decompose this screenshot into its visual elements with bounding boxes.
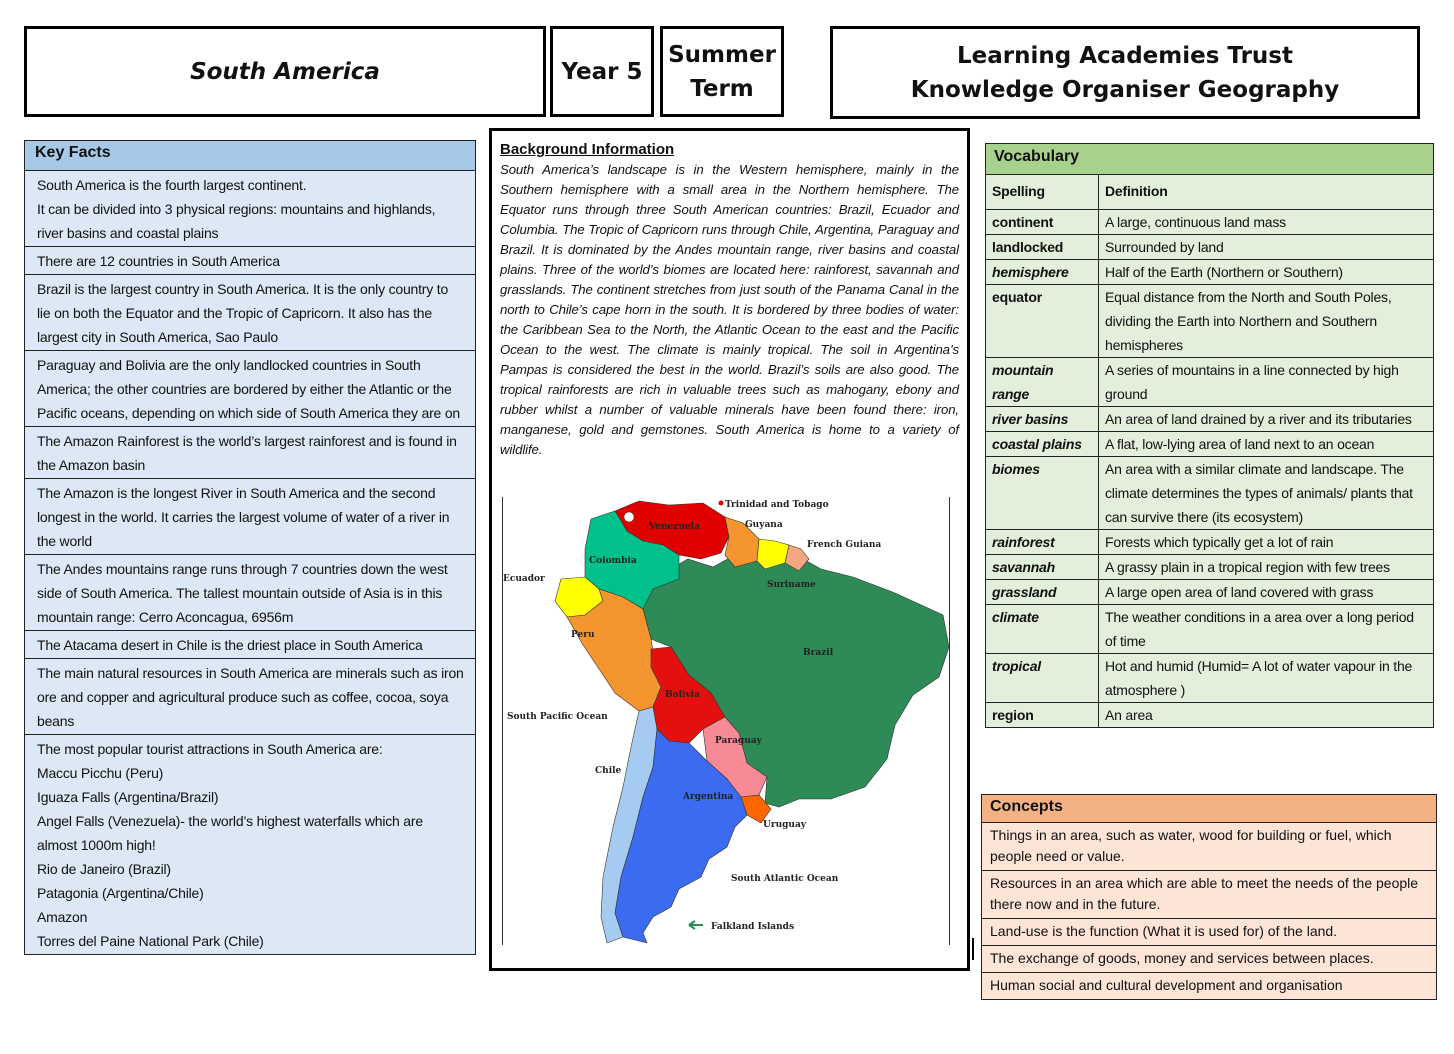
vocab-term: region (986, 703, 1099, 728)
vocab-def: A grassy plain in a tropical region with few trees (1099, 555, 1434, 580)
label-trinidad: Trinidad and Tobago (725, 500, 829, 510)
vocab-def: An area with a similar climate and landscape. The climate determines the types of animals/ plants that can survive there (its ecosystem) (1099, 457, 1434, 530)
vocab-row (986, 210, 1433, 235)
key-fact-row (25, 555, 475, 631)
vocab-term: climate (986, 605, 1099, 654)
concept-row: Resources in an area which are able to meet the needs of the people there now and in the future. (982, 871, 1436, 919)
label-guyana: Guyana (745, 520, 783, 530)
page-title (24, 26, 546, 117)
term-box (660, 26, 784, 117)
key-fact-text: Brazil is the largest country in South America. It is the only country to lie on both the Equator and the Tropic of Capricorn. It also has the largest city in South America, Sao Paulo (37, 281, 449, 345)
vocab-row (986, 580, 1433, 605)
term-line2: Term (690, 75, 754, 102)
key-fact-row (25, 631, 475, 659)
vocab-row (986, 605, 1433, 654)
vocab-row (986, 654, 1433, 703)
key-fact-row (25, 427, 475, 479)
vocab-term: hemisphere (986, 260, 1099, 285)
label-uruguay: Uruguay (763, 820, 807, 830)
key-facts-heading: Key Facts (25, 141, 475, 171)
background-heading: Background Information (500, 141, 675, 158)
key-fact-text: The Atacama desert in Chile is the driest place in South America (37, 637, 423, 653)
vocab-def: Surrounded by land (1099, 235, 1434, 260)
org-line2: Knowledge Organiser Geography (910, 76, 1340, 103)
term-line1: Summer (668, 41, 776, 68)
label-suriname: Suriname (767, 580, 816, 590)
key-fact-text: The Amazon Rainforest is the world’s largest rainforest and is found in the Amazon basin (37, 433, 457, 473)
concept-row: Things in an area, such as water, wood for building or fuel, which people need or value. (982, 823, 1436, 871)
vocab-term: river basins (986, 407, 1099, 432)
vocab-row (986, 555, 1433, 580)
key-facts-panel (24, 140, 476, 955)
label-chile: Chile (595, 766, 622, 776)
label-peru: Peru (571, 630, 595, 640)
key-fact-row (25, 275, 475, 351)
label-brazil: Brazil (803, 648, 834, 658)
key-fact-row (25, 351, 475, 427)
vocab-row (986, 285, 1433, 358)
key-fact-row (25, 659, 475, 735)
vocab-header-row (986, 175, 1433, 210)
vocabulary-panel (985, 143, 1434, 728)
key-fact-row (25, 247, 475, 275)
vocab-def: An area (1105, 707, 1153, 723)
vocabulary-table (986, 175, 1433, 727)
label-venezuela: Venezuela (649, 522, 700, 532)
label-ecuador: Ecuador (503, 574, 545, 584)
vocab-term: landlocked (986, 235, 1099, 260)
vocab-term: rainforest (986, 530, 1099, 555)
concept-row: Human social and cultural development and organisation (990, 977, 1343, 993)
concept-row: The exchange of goods, money and services between places. (982, 946, 1436, 973)
south-america-map (502, 497, 950, 945)
vocab-def: The weather conditions in a area over a long period of time (1099, 605, 1434, 654)
key-fact-row (25, 735, 475, 954)
vocab-row (986, 432, 1433, 457)
year-text: Year 5 (561, 58, 643, 85)
year-box (550, 26, 654, 117)
vocab-def: Equal distance from the North and South Poles, dividing the Earth into Northern and Southern hemispheres (1099, 285, 1434, 358)
map-venezuela-point (624, 512, 634, 522)
vocab-def: A large open area of land covered with grass (1099, 580, 1434, 605)
map-trinidad (719, 501, 724, 506)
vocab-row (986, 260, 1433, 285)
key-fact-text: The Andes mountains range runs through 7 countries down the west side of South America. The tallest mountain outside of Asia is in this mountain range: Cerro Aconcagua, 6956m (37, 561, 448, 625)
key-fact-text: The main natural resources in South America are minerals such as iron ore and copper and agricultural produce such as coffee, cocoa, soya beans (37, 665, 464, 729)
vocab-term: biomes (986, 457, 1099, 530)
label-south-atlantic: South Atlantic Ocean (731, 874, 839, 884)
org-line1: Learning Academies Trust (957, 42, 1293, 69)
vocab-def: Hot and humid (Humid= A lot of water vapour in the atmosphere ) (1099, 654, 1434, 703)
col-spelling: Spelling (986, 175, 1099, 210)
concepts-panel (981, 794, 1437, 1000)
key-fact-text: South America is the fourth largest continent. It can be divided into 3 physical regions: mountains and highlands, river basins and coastal plains (37, 177, 436, 241)
label-paraguay: Paraguay (715, 736, 762, 746)
vocab-def: A series of mountains in a line connected by high ground (1099, 358, 1434, 407)
vocab-row (986, 407, 1433, 432)
vocab-row (986, 235, 1433, 260)
vocab-term: savannah (986, 555, 1099, 580)
vocab-row (986, 530, 1433, 555)
vocab-row (986, 358, 1433, 407)
vocab-def: Forests which typically get a lot of rain (1099, 530, 1434, 555)
label-colombia: Colombia (589, 556, 637, 566)
background-panel (489, 128, 970, 971)
key-fact-text: The Amazon is the longest River in South America and the second longest in the world. It carries the largest volume of water of a river in the world (37, 485, 450, 549)
vocab-def: A large, continuous land mass (1099, 210, 1434, 235)
title-text: South America (190, 58, 380, 85)
label-south-pacific: South Pacific Ocean (507, 712, 608, 722)
key-fact-row (25, 171, 475, 247)
key-fact-text: The most popular tourist attractions in South America are: Maccu Picchu (Peru) Iguaza Falls (Argentina/Brazil) Angel Falls (Venezuela)- the world’s highest waterfalls which are almost 1000m high! Rio de Janeiro (Brazil) Patagonia (Argentina/Chile) Amazon Torres del Paine National Park (Chile) (37, 741, 423, 949)
vocab-term: coastal plains (986, 432, 1099, 457)
vocab-term: continent (986, 210, 1099, 235)
vocabulary-heading: Vocabulary (986, 144, 1433, 175)
vocab-term: equator (986, 285, 1099, 358)
key-fact-text: There are 12 countries in South America (37, 253, 280, 269)
label-bolivia: Bolivia (665, 690, 700, 700)
organisation-box (830, 26, 1420, 119)
vocab-term: mountain range (986, 358, 1099, 407)
vocab-row (986, 457, 1433, 530)
vocab-def: A flat, low-lying area of land next to an ocean (1099, 432, 1434, 457)
label-falklands: Falkland Islands (711, 922, 795, 932)
vocab-def: An area of land drained by a river and its tributaries (1099, 407, 1434, 432)
text-cursor (972, 938, 974, 960)
concepts-heading: Concepts (982, 795, 1436, 823)
label-french-guiana: French Guiana (807, 540, 882, 550)
background-text: South America’s landscape is in the Western hemisphere, mainly in the Southern hemisphere with a small area in the Northern hemisphere. The Equator runs through three South American countries: Brazil, Ecuador and Columbia. The Tropic of Capricorn runs through Chile, Argentina, Paraguay and Brazil. It is dominated by the Andes mountain range, river basins and coastal plains. Three of the world’s biomes are located here: rainforest, savannah and grasslands. The continent stretches from just south of the Panama Canal in the north to Chile’s cape horn in the south. It is bordered by three bodies of water: the Caribbean Sea to the North, the Atlantic Ocean to the east and the Pacific Ocean to the west. The climate is mainly tropical. The soil in Argentina’s Pampas is considered the best in the world. Brazil’s soils are also good. The tropical rainforests are rich in valuable trees such as mahogany, ebony and rubber whilst a number of valuable minerals have been found there: iron, manganese, gold and gemstones. South America is home to a variety of wildlife. (500, 162, 959, 457)
vocab-term: grassland (986, 580, 1099, 605)
vocab-def: Half of the Earth (Northern or Southern) (1099, 260, 1434, 285)
concept-row: Land-use is the function (What it is used for) of the land. (982, 919, 1436, 946)
key-fact-row (25, 479, 475, 555)
key-fact-text: Paraguay and Bolivia are the only landlocked countries in South America; the other countries are bordered by either the Atlantic or the Pacific oceans, depending on which side of South America they are on (37, 357, 461, 421)
vocab-term: tropical (986, 654, 1099, 703)
col-definition: Definition (1099, 175, 1434, 210)
map-svg (503, 497, 949, 945)
vocab-row (986, 703, 1433, 728)
map-falklands-arrow (689, 921, 703, 929)
label-argentina: Argentina (683, 792, 734, 802)
